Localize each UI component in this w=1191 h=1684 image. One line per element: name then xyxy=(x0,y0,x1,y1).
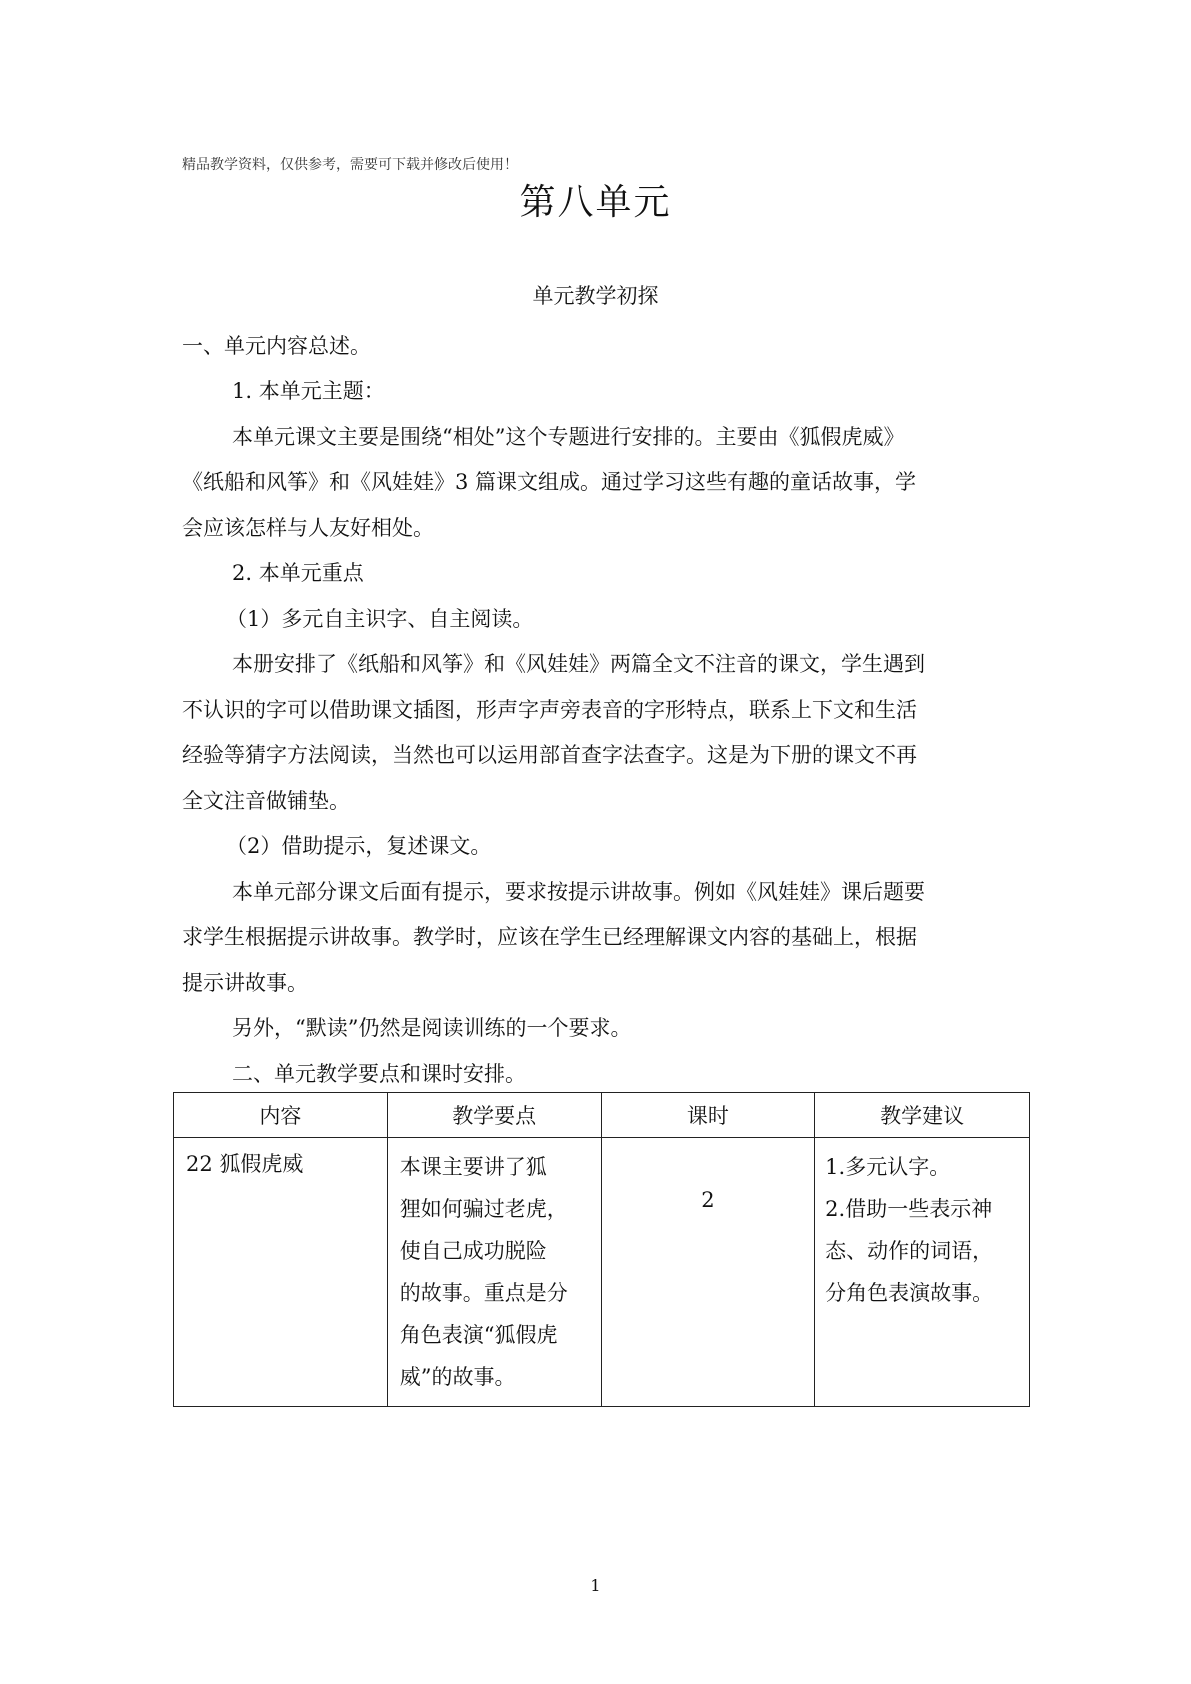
paragraph-line: 本册安排了《纸船和风筝》和《风娃娃》两篇全文不注音的课文，学生遇到 xyxy=(232,652,925,676)
heading-unit-theme: 1. 本单元主题： xyxy=(232,379,385,403)
paragraph-line: 另外，“默读”仍然是阅读训练的一个要求。 xyxy=(232,1016,632,1040)
table-row xyxy=(174,1138,1030,1407)
paragraph-line: 本单元课文主要是围绕“相处”这个专题进行安排的。主要由《狐假虎威》 xyxy=(232,425,905,449)
table-header-row xyxy=(174,1093,1030,1138)
paragraph-line: 提示讲故事。 xyxy=(182,971,308,995)
points-line: 角色表演“狐假虎 xyxy=(399,1323,558,1347)
page-title: 第八单元 xyxy=(519,182,672,223)
teaching-plan-table xyxy=(173,1092,1030,1407)
points-line: 本课主要讲了狐 xyxy=(399,1155,547,1179)
watermark-text: 精品教学资料，仅供参考，需要可下载并修改后使用！ xyxy=(182,157,518,173)
table-header-points: 教学要点 xyxy=(387,1093,601,1138)
table-header-hours: 课时 xyxy=(601,1093,815,1138)
heading-teaching-plan: 二、单元教学要点和课时安排。 xyxy=(232,1062,526,1086)
subheading-literacy: （1）多元自主识字、自主阅读。 xyxy=(226,607,534,631)
points-line: 使自己成功脱险 xyxy=(399,1239,547,1263)
paragraph-line: 《纸船和风筝》和《风娃娃》3 篇课文组成。通过学习这些有趣的童话故事，学 xyxy=(182,470,917,494)
table-header-content: 内容 xyxy=(174,1093,388,1138)
table-cell-advice xyxy=(815,1138,1030,1407)
points-line: 威”的故事。 xyxy=(399,1365,516,1389)
paragraph-line: 不认识的字可以借助课文插图，形声字声旁表音的字形特点，联系上下文和生活 xyxy=(182,698,917,722)
advice-line: 态、动作的词语， xyxy=(825,1239,994,1263)
paragraph-line: 本单元部分课文后面有提示，要求按提示讲故事。例如《风娃娃》课后题要 xyxy=(232,880,925,904)
points-line: 的故事。重点是分 xyxy=(399,1281,568,1305)
advice-line: 分角色表演故事。 xyxy=(825,1281,994,1305)
advice-line: 2.借助一些表示神 xyxy=(825,1197,993,1221)
paragraph-line: 经验等猜字方法阅读，当然也可以运用部首查字法查字。这是为下册的课文不再 xyxy=(182,743,917,767)
paragraph-line: 全文注音做铺垫。 xyxy=(182,789,350,813)
paragraph-line: 会应该怎样与人友好相处。 xyxy=(182,516,434,540)
advice-line: 1.多元认字。 xyxy=(825,1155,951,1179)
table-cell-hours: 2 xyxy=(601,1138,815,1407)
page-number: 1 xyxy=(590,1576,601,1595)
heading-unit-focus: 2. 本单元重点 xyxy=(232,561,364,585)
paragraph-line: 求学生根据提示讲故事。教学时，应该在学生已经理解课文内容的基础上，根据 xyxy=(182,925,917,949)
points-line: 狸如何骗过老虎， xyxy=(399,1197,568,1221)
table-header-advice: 教学建议 xyxy=(815,1093,1030,1138)
table-cell-points xyxy=(387,1138,601,1407)
heading-unit-overview: 一、单元内容总述。 xyxy=(182,334,371,358)
section-subtitle: 单元教学初探 xyxy=(532,284,659,308)
table-cell-content: 22 狐假虎威 xyxy=(174,1138,388,1407)
subheading-retelling: （2）借助提示，复述课文。 xyxy=(226,834,492,858)
